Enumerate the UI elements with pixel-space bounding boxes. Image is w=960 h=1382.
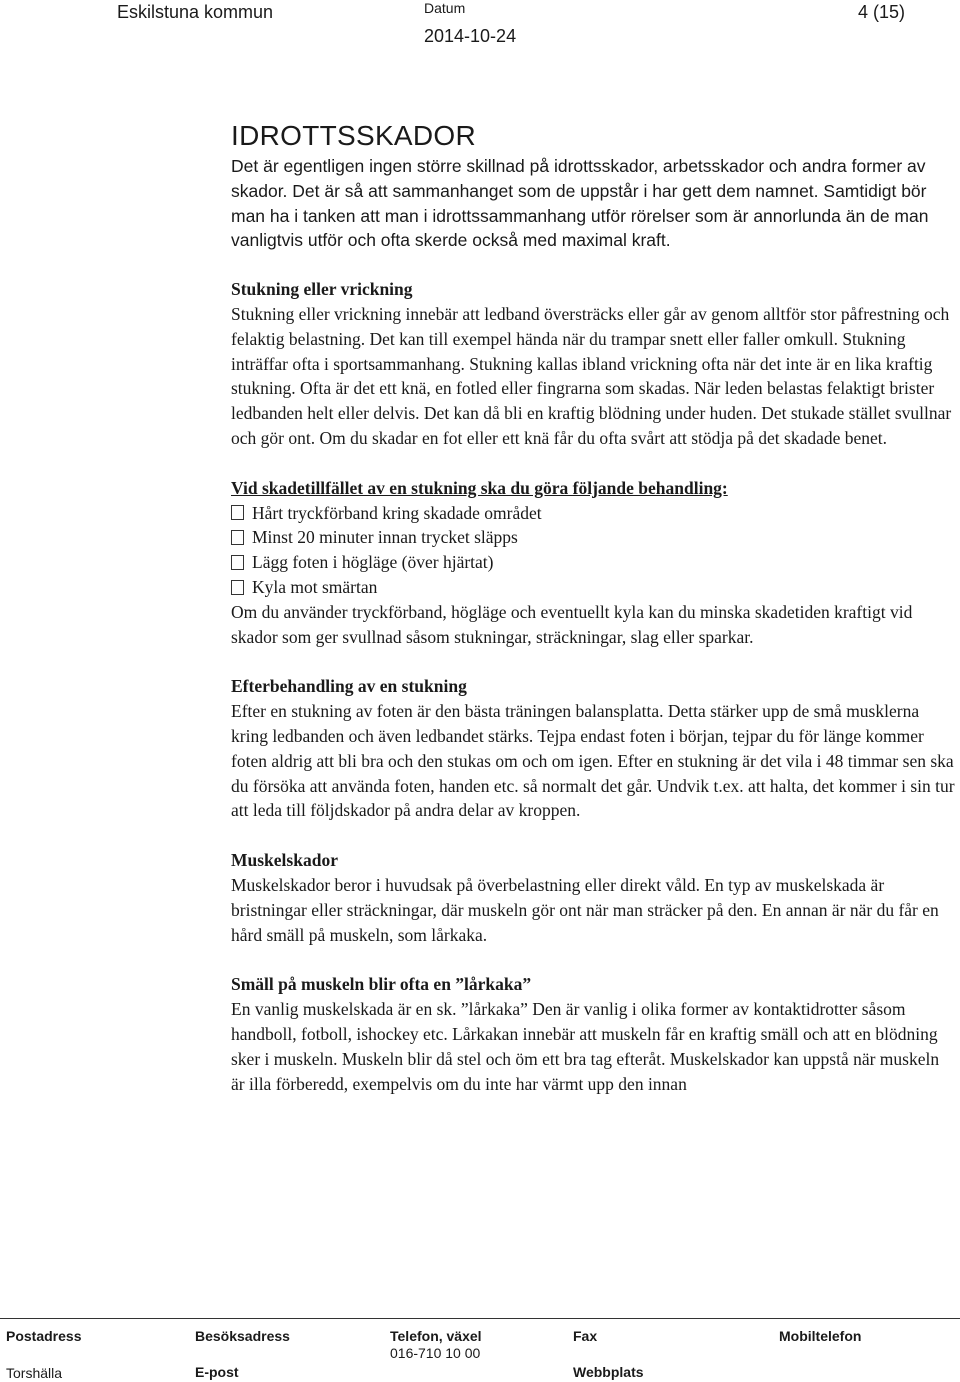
footer-webbplats-label: Webbplats [573,1364,644,1380]
page-footer [0,1318,960,1382]
page-title: IDROTTSSKADOR [231,120,477,151]
list-item: Lägg foten i högläge (över hjärtat) [231,550,956,575]
section-body-stukning: Stukning eller vrickning innebär att ledband översträcks eller går av genom alltför stor påfrestning och felaktig belastning. Det kan till exempel hända när du trampar snett eller faller omkull. Stukning inträffar ofta i sportsammanhang. Stukning kallas ibland vrickning ofta när det inte är en lika kraftig stukning. Ofta är det ett knä, en fotled eller fingrarna som skadas. När leden belastas felaktigt brister ledbanden helt eller delvis. Det kan då bli en kraftig blödning under huden. Det stukade stället svullnar och gör ont. Om du skadar en fot eller ett knä får du ofta svårt att stödja på det skadade benet. [231,303,952,448]
section-heading-stukning: Stukning eller vrickning [231,279,413,300]
bullet-box-icon [231,555,244,570]
document-date: 2014-10-24 [424,26,517,46]
section-body-muskelskador-2: bristningar eller sträckningar, där muskeln gör ont när man sträcker på den. En annan är när du får en hård smäll på muskeln, som lårkaka. [231,899,939,945]
section-heading-small: Smäll på muskeln blir ofta en ”lårkaka” [231,974,532,995]
section-stukning [231,277,956,451]
section-small [231,972,956,1096]
treatment-list [231,501,956,600]
section-heading-efterbehandling: Efterbehandling av en stukning [231,676,467,697]
list-item: Hårt tryckförband kring skadade området [231,501,956,526]
organization-name: Eskilstuna kommun [117,2,274,22]
section-body-muskelskador-1: Muskelskador beror i huvudsak på överbelastning eller direkt våld. En typ av muskelskada är [231,874,885,895]
footer-epost-label: E-post [195,1364,239,1380]
footer-mobil-label: Mobiltelefon [779,1328,862,1344]
page-number: 4 (15) [857,2,905,22]
list-item: Minst 20 minuter innan trycket släpps [231,525,956,550]
section-body-efterbehandling: Efter en stukning av foten är den bästa träningen balansplatta. Detta stärker upp de små musklerna kring ledbanden och även ledbandet stärks. Tejpa endast foten i början, tejpar du för länge kommer foten aldrig att bli bra och den stukas om och om igen. Efter en stukning är det vila i 48 timmar sen ska du försöka att använda foten, handen etc. så normalt det går. Undvik t.ex. att halta, det kommer i sin tur att leda till följdskador på andra delar av kroppen. [231,701,955,821]
bullet-box-icon [231,505,244,520]
section-efterbehandling [231,674,956,823]
date-label: Datum [424,0,466,16]
section-body-behandling: Om du använder tryckförband, högläge och eventuellt kyla kan du minska skadetiden kraftigt vid skador som ger svullnad såsom stukningar, sträckningar, slag eller sparkar. [231,601,913,647]
bullet-box-icon [231,580,244,595]
footer-fax-label: Fax [573,1328,598,1344]
footer-postadress-label: Postadress [6,1328,82,1344]
footer-telefon-value: 016-710 10 00 [390,1345,481,1361]
bullet-box-icon [231,530,244,545]
page-header [0,0,960,60]
section-body-small: En vanlig muskelskada är en sk. ”lårkaka” Den är vanlig i olika former av kontaktidrotter såsom handboll, fotboll, ishockey etc. Lårkakan innebär att muskeln får en kraftig smäll och att en blödning sker i muskeln. Muskeln blir då stel och öm ett bra tag efteråt. Muskelskador kan uppstå när muskeln är illa förberedd, exempelvis om du inte har värmt upp den innan [231,999,940,1094]
document-body [231,118,956,1096]
footer-besoksadress-label: Besöksadress [195,1328,290,1344]
section-behandling [231,476,956,650]
footer-postort: Torshälla [6,1365,63,1381]
list-item: Kyla mot smärtan [231,575,956,600]
intro-paragraph: Det är egentligen ingen större skillnad på idrottsskador, arbetsskador och andra former av skador. Det är så att sammanhanget som de uppstår i har gett dem namnet. Samtidigt bör man ha i tanken att man i idrottssammanhang utför rörelser som är annorlunda än de man vanligtvis utför och ofta skerde också med maximal kraft. [231,156,929,251]
section-heading-behandling: Vid skadetillfället av en stukning ska du göra följande behandling: [231,477,728,498]
section-heading-muskelskador: Muskelskador [231,850,338,871]
footer-telefon-label: Telefon, växel [390,1328,482,1344]
section-muskelskador [231,848,956,947]
